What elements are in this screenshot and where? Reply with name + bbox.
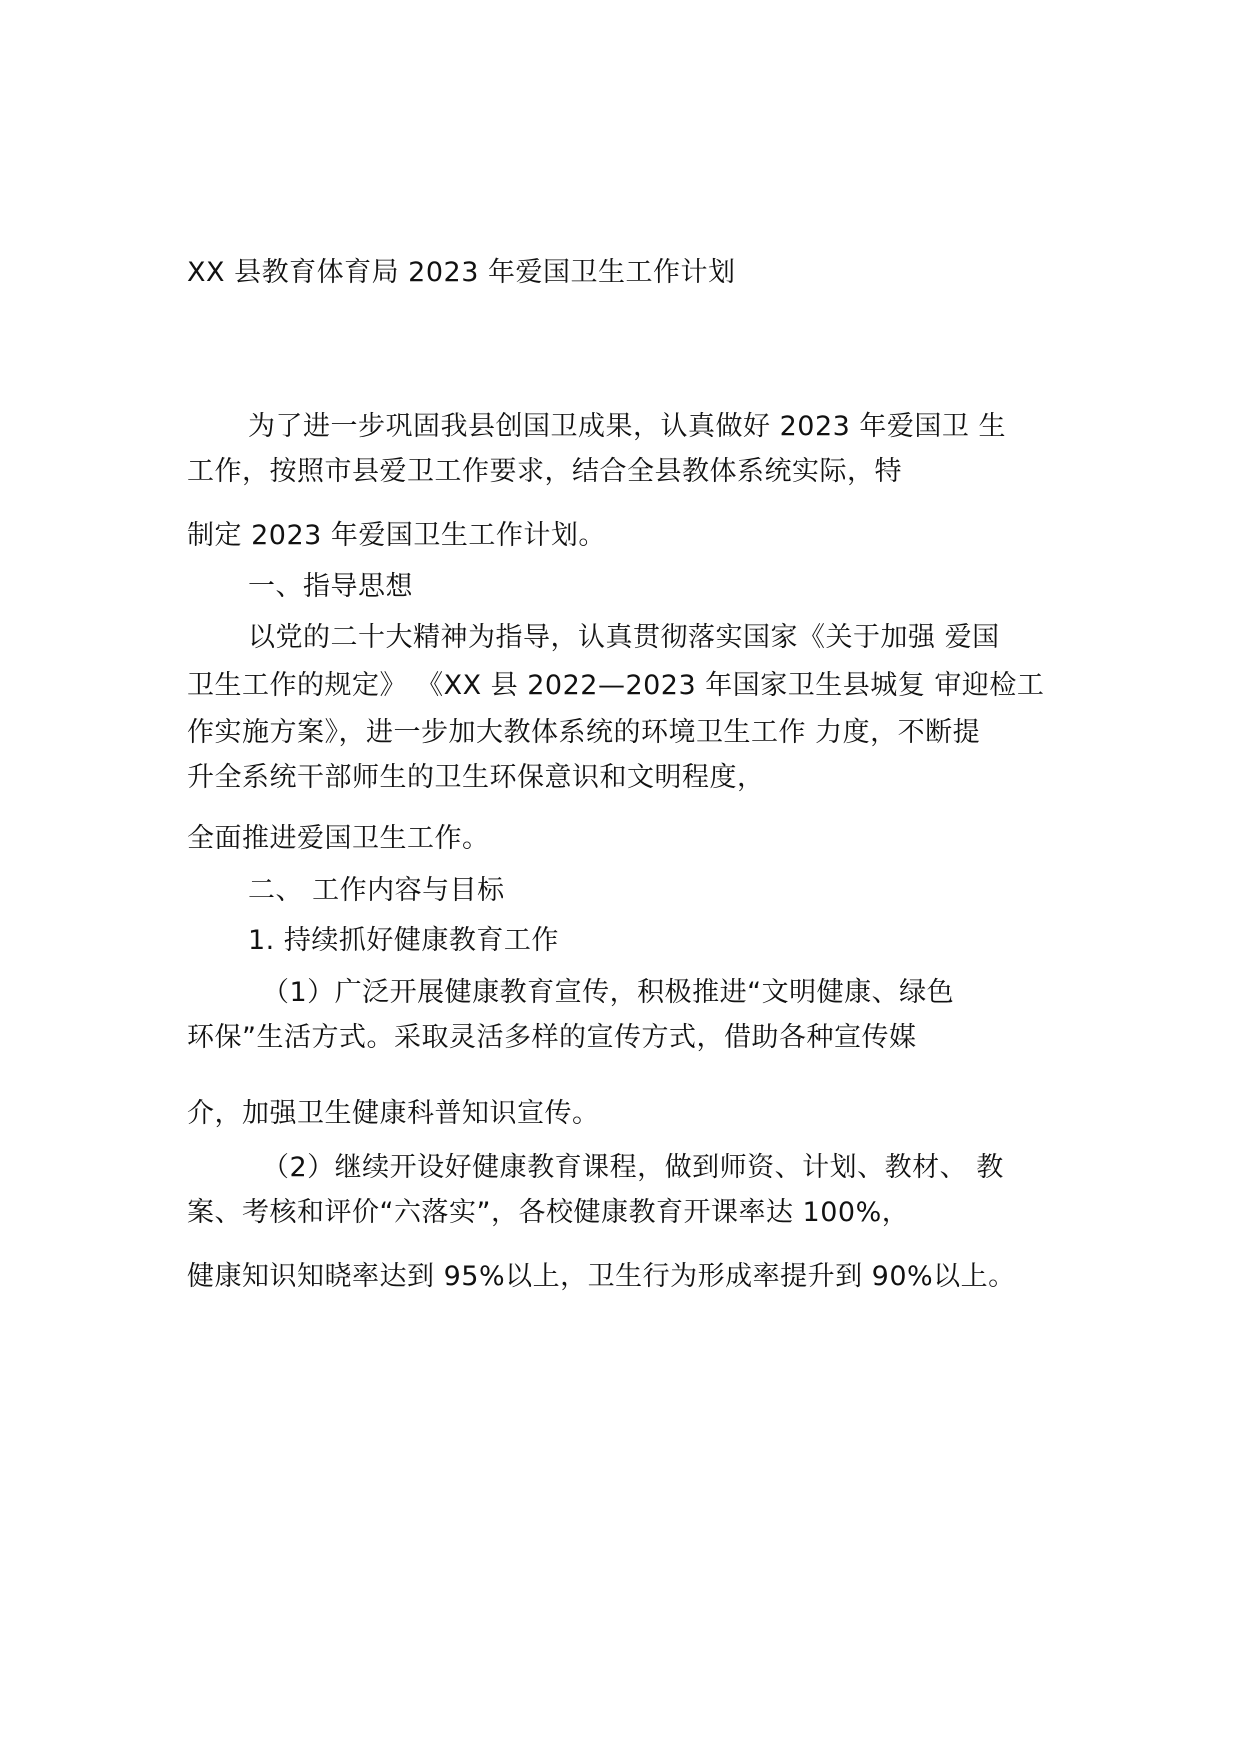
- paragraph-line: 制定 2023 年爱国卫生工作计划。: [187, 520, 606, 551]
- paragraph-line: 健康知识知晓率达到 95%以上，卫生行为形成率提升到 90%以上。: [187, 1261, 1016, 1292]
- paragraph-line: 升全系统干部师生的卫生环保意识和文明程度，: [187, 762, 765, 793]
- paragraph-line: 案、考核和评价“六落实”，各校健康教育开课率达 100%，: [187, 1197, 910, 1228]
- paragraph-line: 以党的二十大精神为指导，认真贯彻落实国家《关于加强 爱国: [248, 622, 1000, 653]
- paragraph-line: 环保”生活方式。采取灵活多样的宣传方式，借助各种宣传媒: [187, 1022, 917, 1053]
- paragraph-line: 卫生工作的规定》 《XX 县 2022—2023 年国家卫生县城复 审迎检工: [187, 670, 1045, 701]
- subsection-heading: 1. 持续抓好健康教育工作: [248, 925, 559, 956]
- paragraph-line: 作实施方案》，进一步加大教体系统的环境卫生工作 力度，不断提: [187, 717, 981, 748]
- paragraph-line: 介，加强卫生健康科普知识宣传。: [187, 1098, 600, 1129]
- section-heading: 二、 工作内容与目标: [248, 875, 505, 906]
- section-heading: 一、指导思想: [248, 571, 413, 602]
- paragraph-line: （1）广泛开展健康教育宣传，积极推进“文明健康、绿色: [262, 977, 955, 1008]
- paragraph-line: 为了进一步巩固我县创国卫成果，认真做好 2023 年爱国卫 生: [248, 411, 1006, 442]
- paragraph-line: （2）继续开设好健康教育课程，做到师资、计划、教材、 教: [262, 1152, 1004, 1183]
- paragraph-line: 工作，按照市县爱卫工作要求，结合全县教体系统实际，特: [187, 456, 902, 487]
- document-title: XX 县教育体育局 2023 年爱国卫生工作计划: [187, 257, 736, 288]
- paragraph-line: 全面推进爱国卫生工作。: [187, 823, 490, 854]
